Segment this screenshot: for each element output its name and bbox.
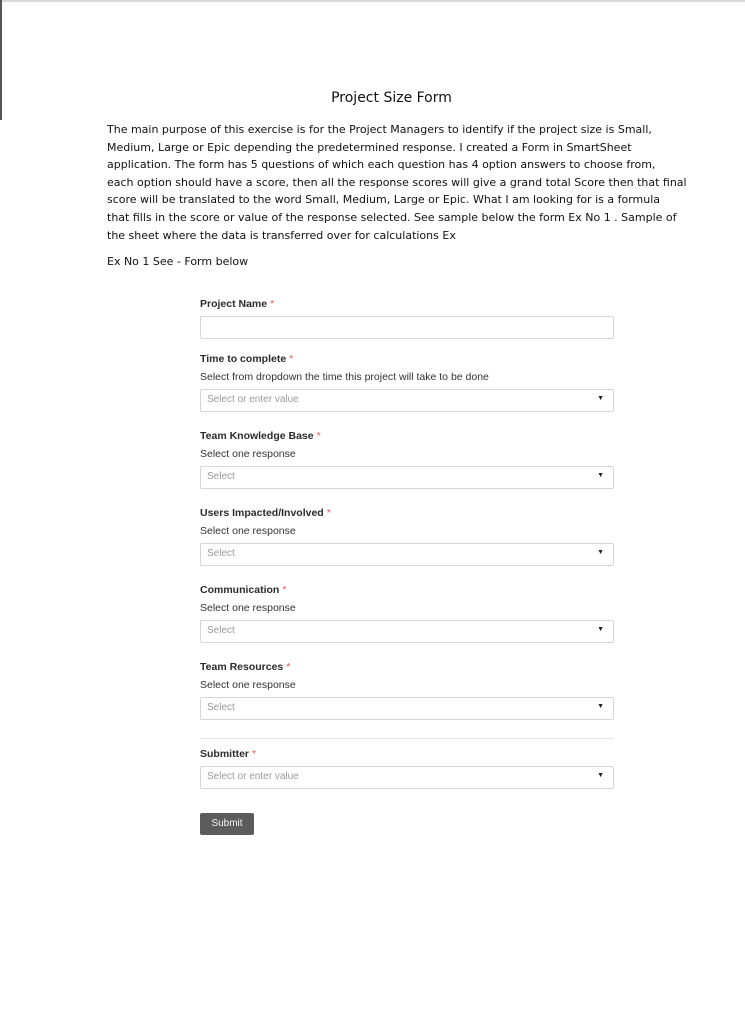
field-label <box>200 506 615 520</box>
intro-line: application. The form has 5 questions of which each question has 4 option answers to choose from, <box>107 158 656 172</box>
chevron-down-icon: ▼ <box>597 703 604 710</box>
submitter-label: Submitter <box>200 748 250 760</box>
team-resources-select[interactable] <box>200 697 614 720</box>
field-label <box>200 297 615 311</box>
required-marker: * <box>326 507 331 519</box>
chevron-down-icon: ▼ <box>597 626 604 633</box>
required-marker: * <box>289 353 294 365</box>
team-resources-label: Team Resources <box>200 661 284 673</box>
team-resources-field <box>200 660 615 720</box>
submit-button[interactable]: Submit <box>200 813 254 835</box>
communication-help: Select one response <box>200 602 296 614</box>
team-resources-help: Select one response <box>200 679 296 691</box>
required-marker: * <box>270 298 275 310</box>
field-label <box>200 747 615 761</box>
scan-top-edge <box>0 0 745 2</box>
select-placeholder: Select <box>207 625 235 636</box>
team-knowledge-base-label: Team Knowledge Base <box>200 430 314 442</box>
time-to-complete-select[interactable] <box>200 389 614 412</box>
intro-line: score will be translated to the word Small, Medium, Large or Epic. What I am looking for is a formula <box>107 193 661 207</box>
field-label <box>200 660 615 674</box>
intro-line: each option should have a score, then all the response scores will give a grand total Score then that final <box>107 175 687 189</box>
chevron-down-icon: ▼ <box>597 549 604 556</box>
time-to-complete-label: Time to complete <box>200 353 287 365</box>
required-marker: * <box>286 661 291 673</box>
required-marker: * <box>316 430 321 442</box>
select-placeholder: Select <box>207 548 235 559</box>
users-impacted-select[interactable] <box>200 543 614 566</box>
intro-line: Medium, Large or Epic depending the predetermined response. I created a Form in SmartSheet <box>107 140 632 154</box>
communication-field <box>200 583 615 643</box>
communication-label: Communication <box>200 584 280 596</box>
intro-paragraph <box>107 121 697 244</box>
chevron-down-icon: ▼ <box>597 395 604 402</box>
example-caption: Ex No 1 See - Form below <box>107 255 249 268</box>
required-marker: * <box>282 584 287 596</box>
users-impacted-label: Users Impacted/Involved <box>200 507 324 519</box>
required-marker: * <box>252 748 257 760</box>
team-knowledge-base-help: Select one response <box>200 448 296 460</box>
select-placeholder: Select <box>207 471 235 482</box>
section-divider <box>200 738 614 739</box>
select-placeholder: Select or enter value <box>207 394 299 405</box>
project-name-label: Project Name <box>200 298 268 310</box>
field-label <box>200 429 615 443</box>
users-impacted-field <box>200 506 615 566</box>
intro-line: the sheet where the data is transferred over for calculations Ex <box>107 228 456 242</box>
chevron-down-icon: ▼ <box>597 772 604 779</box>
project-name-field <box>200 297 615 339</box>
intro-line: that fills in the score or value of the response selected. See sample below the form Ex No 1 . Sample of <box>107 210 677 224</box>
project-name-input[interactable] <box>200 316 614 339</box>
users-impacted-help: Select one response <box>200 525 296 537</box>
time-to-complete-help: Select from dropdown the time this project will take to be done <box>200 371 489 383</box>
field-label <box>200 583 615 597</box>
submitter-select[interactable] <box>200 766 614 789</box>
chevron-down-icon: ▼ <box>597 472 604 479</box>
intro-line: The main purpose of this exercise is for the Project Managers to identify if the project size is Small, <box>107 123 652 136</box>
time-to-complete-field <box>200 352 615 412</box>
communication-select[interactable] <box>200 620 614 643</box>
page-title: Project Size Form <box>331 90 452 106</box>
submitter-field <box>200 747 615 789</box>
team-knowledge-base-field <box>200 429 615 489</box>
select-placeholder: Select <box>207 702 235 713</box>
field-label <box>200 352 615 366</box>
select-placeholder: Select or enter value <box>207 771 299 782</box>
team-knowledge-base-select[interactable] <box>200 466 614 489</box>
